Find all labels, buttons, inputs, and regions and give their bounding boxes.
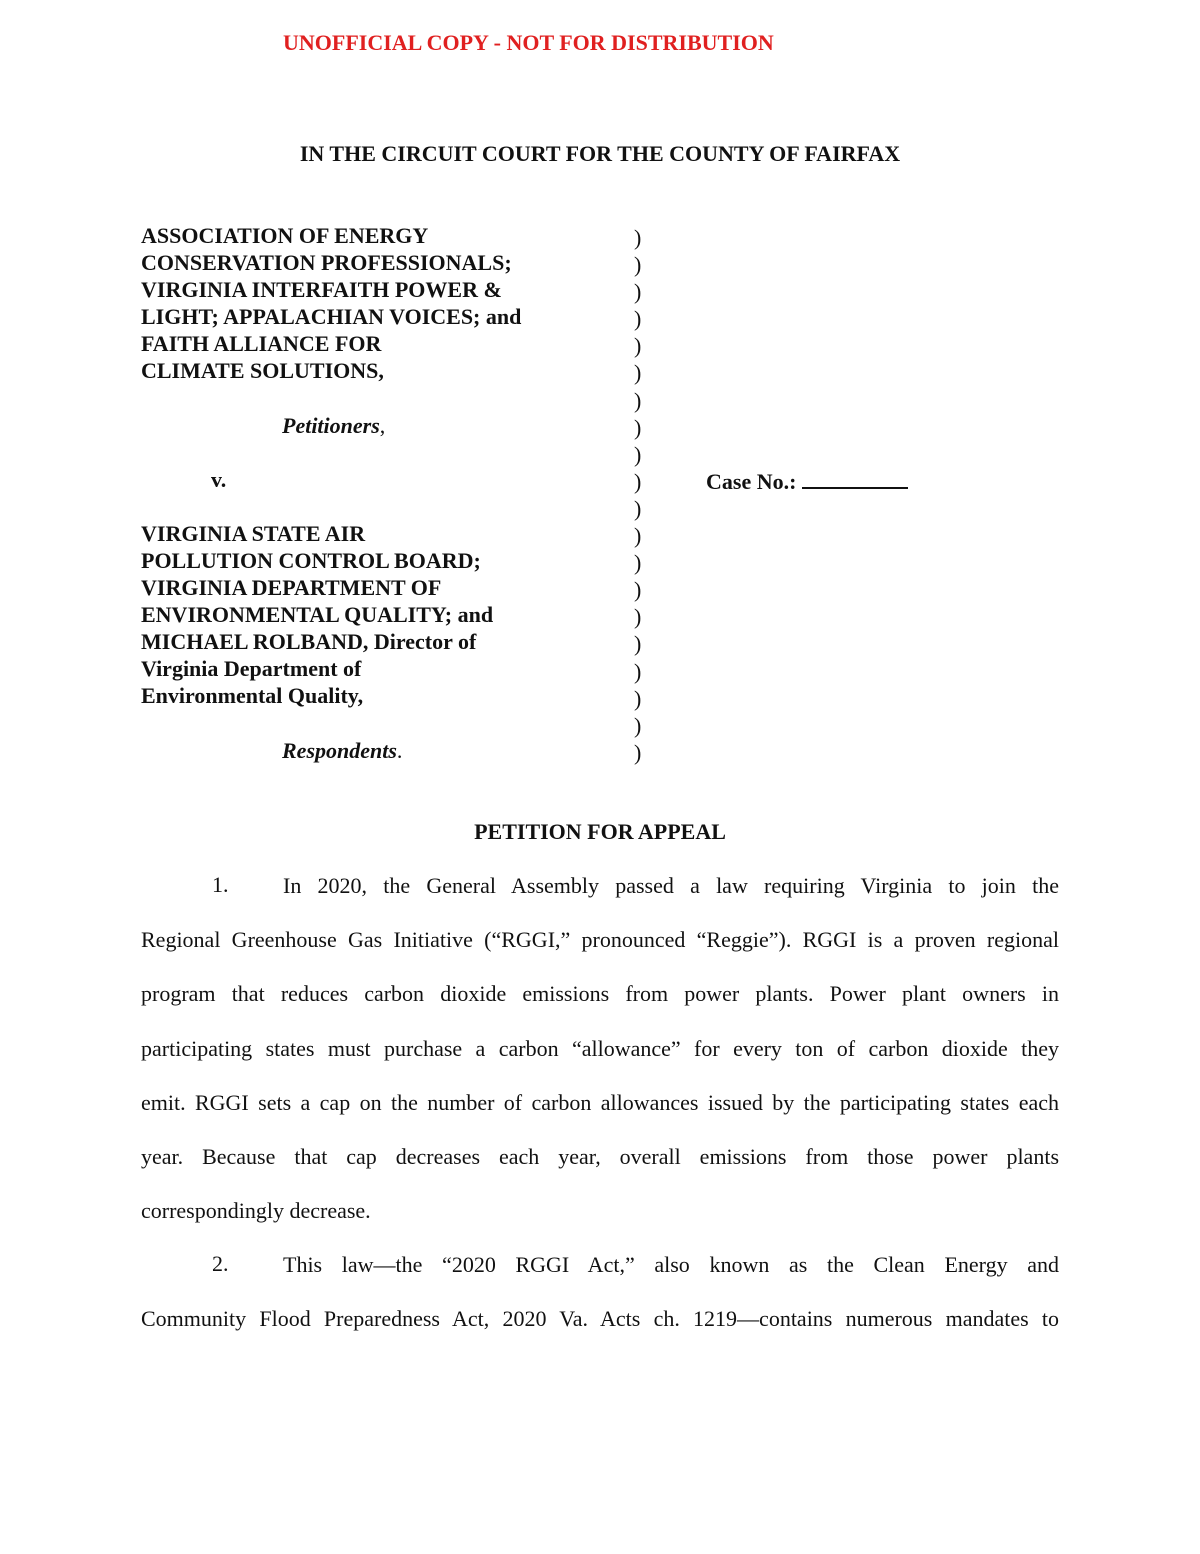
petitioner-line: VIRGINIA INTERFAITH POWER & [141, 277, 502, 302]
paragraph-line: correspondingly decrease. [141, 1198, 371, 1223]
case-number-blank-line [802, 467, 908, 489]
paragraph-number: 1. [212, 872, 229, 897]
petitioners-block [141, 222, 521, 384]
petitioner-line: CONSERVATION PROFESSIONALS; [141, 250, 512, 275]
court-heading: IN THE CIRCUIT COURT FOR THE COUNTY OF FAIRFAX [299, 141, 901, 166]
paragraph-line: emit. RGGI sets a cap on the number of carbon allowances issued by the participating states each [141, 1090, 1059, 1115]
petitioner-line: ASSOCIATION OF ENERGY [141, 223, 429, 248]
respondents-role-punct: . [396, 738, 403, 763]
paragraph-line: Community Flood Preparedness Act, 2020 Va. Acts ch. 1219—contains numerous mandates to [141, 1306, 1059, 1331]
paragraph-line: This law—the “2020 RGGI Act,” also known as the Clean Energy and [283, 1252, 1059, 1277]
petitioner-line: FAITH ALLIANCE FOR [141, 331, 382, 356]
watermark-text: UNOFFICIAL COPY - NOT FOR DISTRIBUTION [283, 30, 774, 55]
petitioner-line: LIGHT; APPALACHIAN VOICES; and [141, 304, 522, 329]
respondent-line: MICHAEL ROLBAND, Director of [141, 629, 477, 654]
respondents-role-label [282, 738, 402, 764]
respondent-line: VIRGINIA DEPARTMENT OF [141, 575, 442, 600]
respondent-line: POLLUTION CONTROL BOARD; [141, 548, 481, 573]
petitioners-role-punct: , [379, 413, 386, 438]
paragraph-number: 2. [212, 1251, 229, 1276]
respondent-line: ENVIRONMENTAL QUALITY; and [141, 602, 494, 627]
paragraph-line: program that reduces carbon dioxide emissions from power plants. Power plant owners in [141, 981, 1059, 1006]
respondent-line: Environmental Quality, [141, 683, 364, 708]
case-number-label: Case No.: [706, 469, 797, 494]
document-title: PETITION FOR APPEAL [474, 819, 726, 844]
respondents-block [141, 520, 493, 709]
paragraph-line: Regional Greenhouse Gas Initiative (“RGGI,” pronounced “Reggie”). RGGI is a proven regional [141, 927, 1059, 952]
caption-parentheses-column: ) ) ) ) ) ) ) ) ) ) ) ) ) ) ) ) ) ) ) ) [634, 225, 642, 765]
respondent-line: VIRGINIA STATE AIR [141, 521, 366, 546]
petitioners-role-label [282, 413, 385, 439]
respondents-role: Respondents [282, 738, 397, 763]
paragraph-line: In 2020, the General Assembly passed a law requiring Virginia to join the [283, 873, 1059, 898]
respondent-line: Virginia Department of [141, 656, 362, 681]
petitioners-role: Petitioners [282, 413, 380, 438]
paragraph-line: participating states must purchase a carbon “allowance” for every ton of carbon dioxide they [141, 1036, 1059, 1061]
petitioner-line: CLIMATE SOLUTIONS, [141, 358, 384, 383]
case-number-field [706, 467, 908, 495]
paragraph-line: year. Because that cap decreases each year, overall emissions from those power plants [141, 1144, 1059, 1169]
versus-label: v. [211, 467, 227, 492]
